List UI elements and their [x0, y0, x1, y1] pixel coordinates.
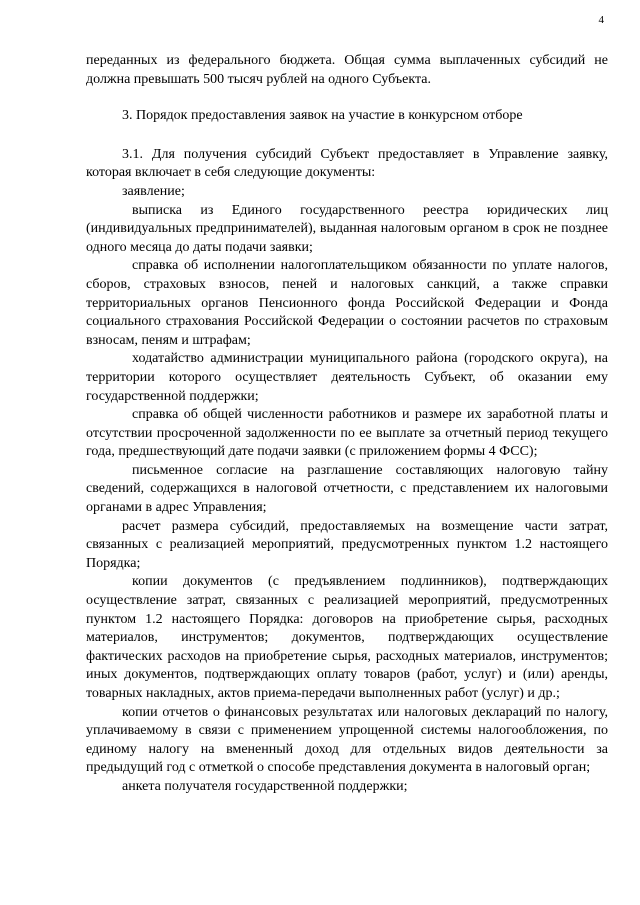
list-item-questionnaire: анкета получателя государственной поддержки; — [122, 778, 408, 794]
page-number: 4 — [598, 14, 604, 26]
list-item-application: заявление; — [122, 183, 185, 199]
paragraph-3-1: 3.1. Для получения субсидий Субъект предоставляет в Управление заявку, которая включает в себя следующие документы: — [86, 146, 608, 181]
document-body — [86, 52, 608, 797]
list-item-consent: письменное согласие на разглашение составляющих налоговую тайну сведений, содержащихся в налоговой отчетности, с представлением их налоговыми органами в адрес Управления; — [86, 462, 608, 516]
list-item-tax-certificate: справка об исполнении налогоплательщиком обязанности по уплате налогов, сборов, страховых взносов, пеней и налоговых санкций, а также справки территориальных органов Пенсионного фонда Российской Федерации и Фонда социального страхования Российской Федерации о состоянии расчетов по страховым взносам, пеням и штрафам; — [86, 258, 608, 348]
list-item-egrul-extract: выписка из Единого государственного реестра юридических лиц (индивидуальных предпринимателей), выданная налоговым органом в срок не позднее одного месяца до даты подачи заявки; — [86, 202, 608, 255]
list-item-employee-certificate: справка об общей численности работников и размере их заработной платы и отсутствии просроченной задолженности по ее выплате за отчетный период текущего года, предшествующий дате подачи заявки (с приложением формы 4 ФСС); — [86, 407, 608, 460]
list-item-financial-reports: копии отчетов о финансовых результатах или налоговых деклараций по налогу, уплачиваемому в связи с применением упрощенной системы налогообложения, по единому налогу на вмененный доход для отдельных видов деятельности за предыдущий год с отметкой о способе представления документа в налоговый орган; — [86, 704, 608, 776]
intro-paragraph: переданных из федерального бюджета. Общая сумма выплаченных субсидий не должна превышать 500 тысяч рублей на одного Субъекта. — [86, 53, 608, 87]
list-item-document-copies: копии документов (с предъявлением подлинников), подтверждающих осуществление затрат, связанных с реализацией мероприятий, предусмотренных пунктом 1.2 настоящего Порядка: договоров на приобретение сырья, расходных материалов, инструментов; документов, подтверждающих осуществление фактических расходов на приобретение сырья, расходных материалов, инструментов; иных документов, подтверждающих оплату товаров (работ, услуг) и (или) аренды, товарных накладных, актов приема-передачи выполненных работ (услуг) и др.; — [86, 574, 608, 701]
list-item-subsidy-calculation: расчет размера субсидий, предоставляемых на возмещение части затрат, связанных с реализацией мероприятий, предусмотренных пунктом 1.2 настоящего Порядка; — [86, 518, 608, 571]
list-item-petition: ходатайство администрации муниципального района (городского округа), на территории которого осуществляет деятельность Субъект, об оказании ему государственной поддержки; — [86, 351, 608, 404]
section-title: 3. Порядок предоставления заявок на участие в конкурсном отборе — [122, 108, 523, 124]
